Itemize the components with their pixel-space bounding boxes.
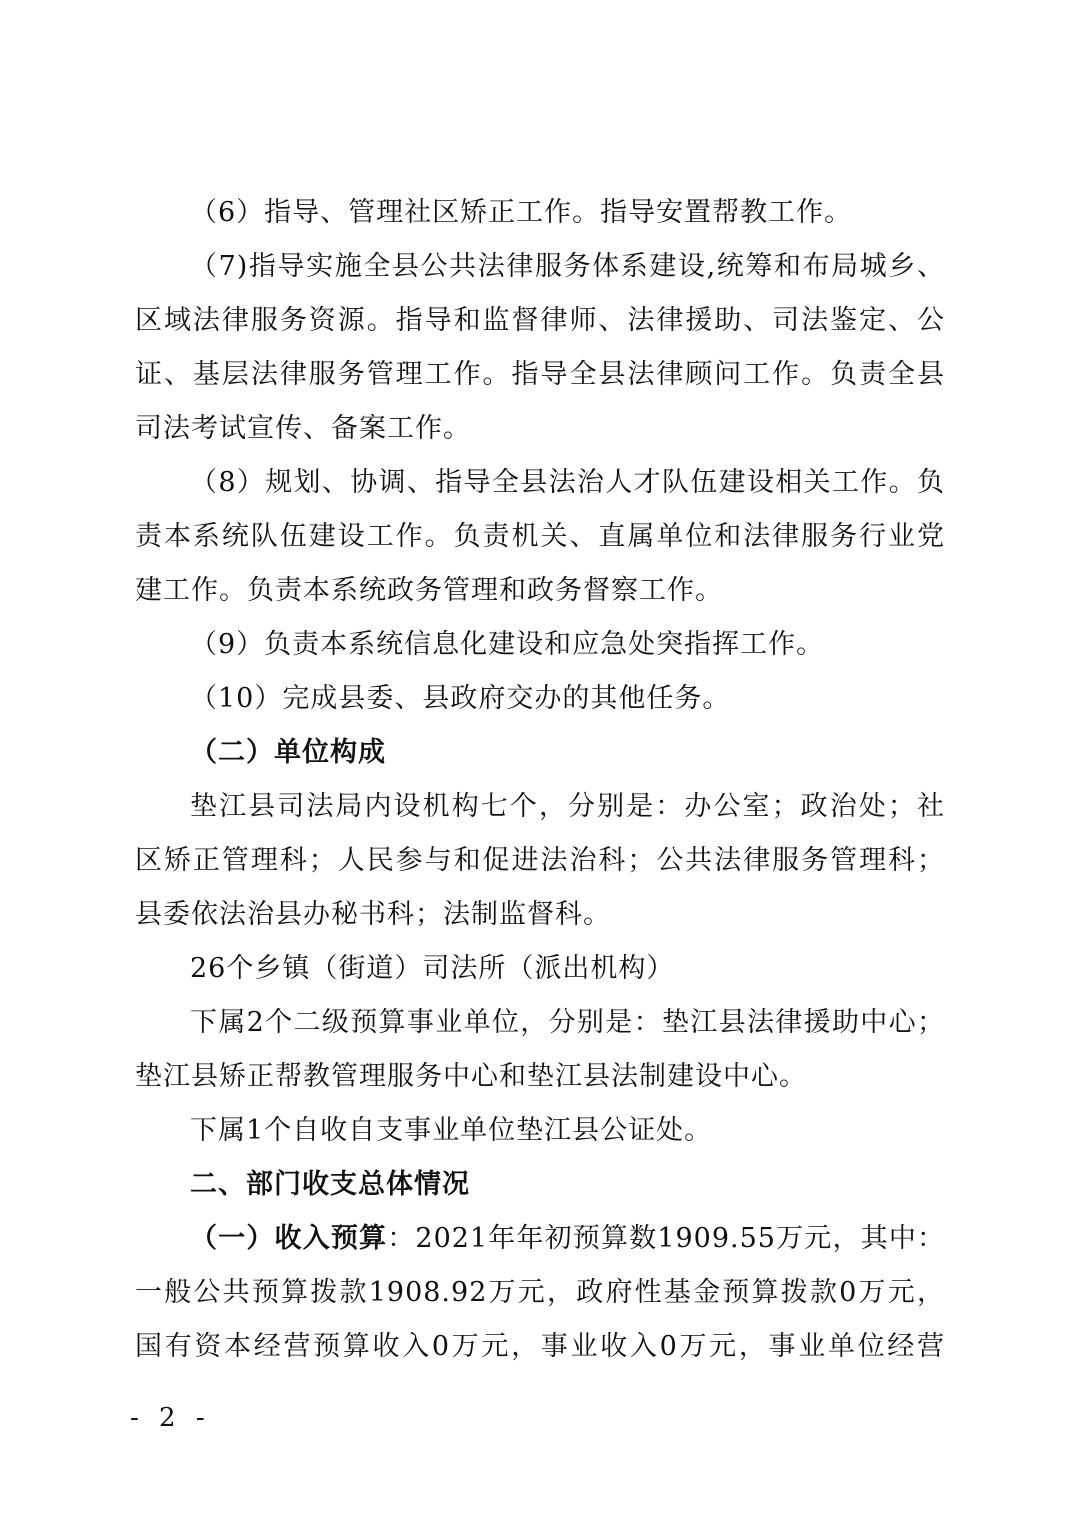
paragraph-line xyxy=(190,1219,945,1259)
paragraph-line: （7)指导实施全县公共法律服务体系建设,统筹和布局城乡、 xyxy=(190,251,945,282)
paragraph-line: 区域法律服务资源。指导和监督律师、法律援助、司法鉴定、公 xyxy=(135,305,945,336)
paragraph-line: 垫江县司法局内设机构七个，分别是：办公室；政治处；社 xyxy=(190,791,945,822)
section-heading: （二）单位构成 xyxy=(190,737,386,768)
paragraph-line: 下属2个二级预算事业单位，分别是：垫江县法律援助中心； xyxy=(190,1007,945,1038)
paragraph-line: （8）规划、协调、指导全县法治人才队伍建设相关工作。负 xyxy=(190,467,945,498)
paragraph-line: 垫江县矫正帮教管理服务中心和垫江县法制建设中心。 xyxy=(135,1061,807,1092)
paragraph-line: （9）负责本系统信息化建设和应急处突指挥工作。 xyxy=(190,629,825,660)
paragraph-line: 建工作。负责本系统政务管理和政务督察工作。 xyxy=(135,575,723,606)
paragraph-line: 国有资本经营预算收入0万元，事业收入0万元，事业单位经营 xyxy=(135,1331,945,1362)
subsection-heading: （一）收入预算 xyxy=(190,1223,388,1254)
paragraph-line: （6）指导、管理社区矫正工作。指导安置帮教工作。 xyxy=(190,197,853,228)
paragraph-line: 26个乡镇（街道）司法所（派出机构） xyxy=(190,953,675,984)
page-number: - 2 - xyxy=(130,1403,211,1433)
paragraph-line: 下属1个自收自支事业单位垫江县公证处。 xyxy=(190,1115,713,1146)
paragraph-line: 司法考试宣传、备案工作。 xyxy=(135,413,471,444)
paragraph-line: 证、基层法律服务管理工作。指导全县法律顾问工作。负责全县 xyxy=(135,359,945,390)
paragraph-line: 区矫正管理科；人民参与和促进法治科；公共法律服务管理科； xyxy=(135,845,945,876)
chapter-heading: 二、部门收支总体情况 xyxy=(190,1169,470,1200)
paragraph-line: （10）完成县委、县政府交办的其他任务。 xyxy=(190,683,731,714)
paragraph-text: ：2021年年初预算数1909.55万元，其中： xyxy=(387,1223,945,1254)
paragraph-line: 一般公共预算拨款1908.92万元，政府性基金预算拨款0万元， xyxy=(135,1277,945,1308)
paragraph-line: 责本系统队伍建设工作。负责机关、直属单位和法律服务行业党 xyxy=(135,521,945,552)
paragraph-line: 县委依法治县办秘书科；法制监督科。 xyxy=(135,899,611,930)
